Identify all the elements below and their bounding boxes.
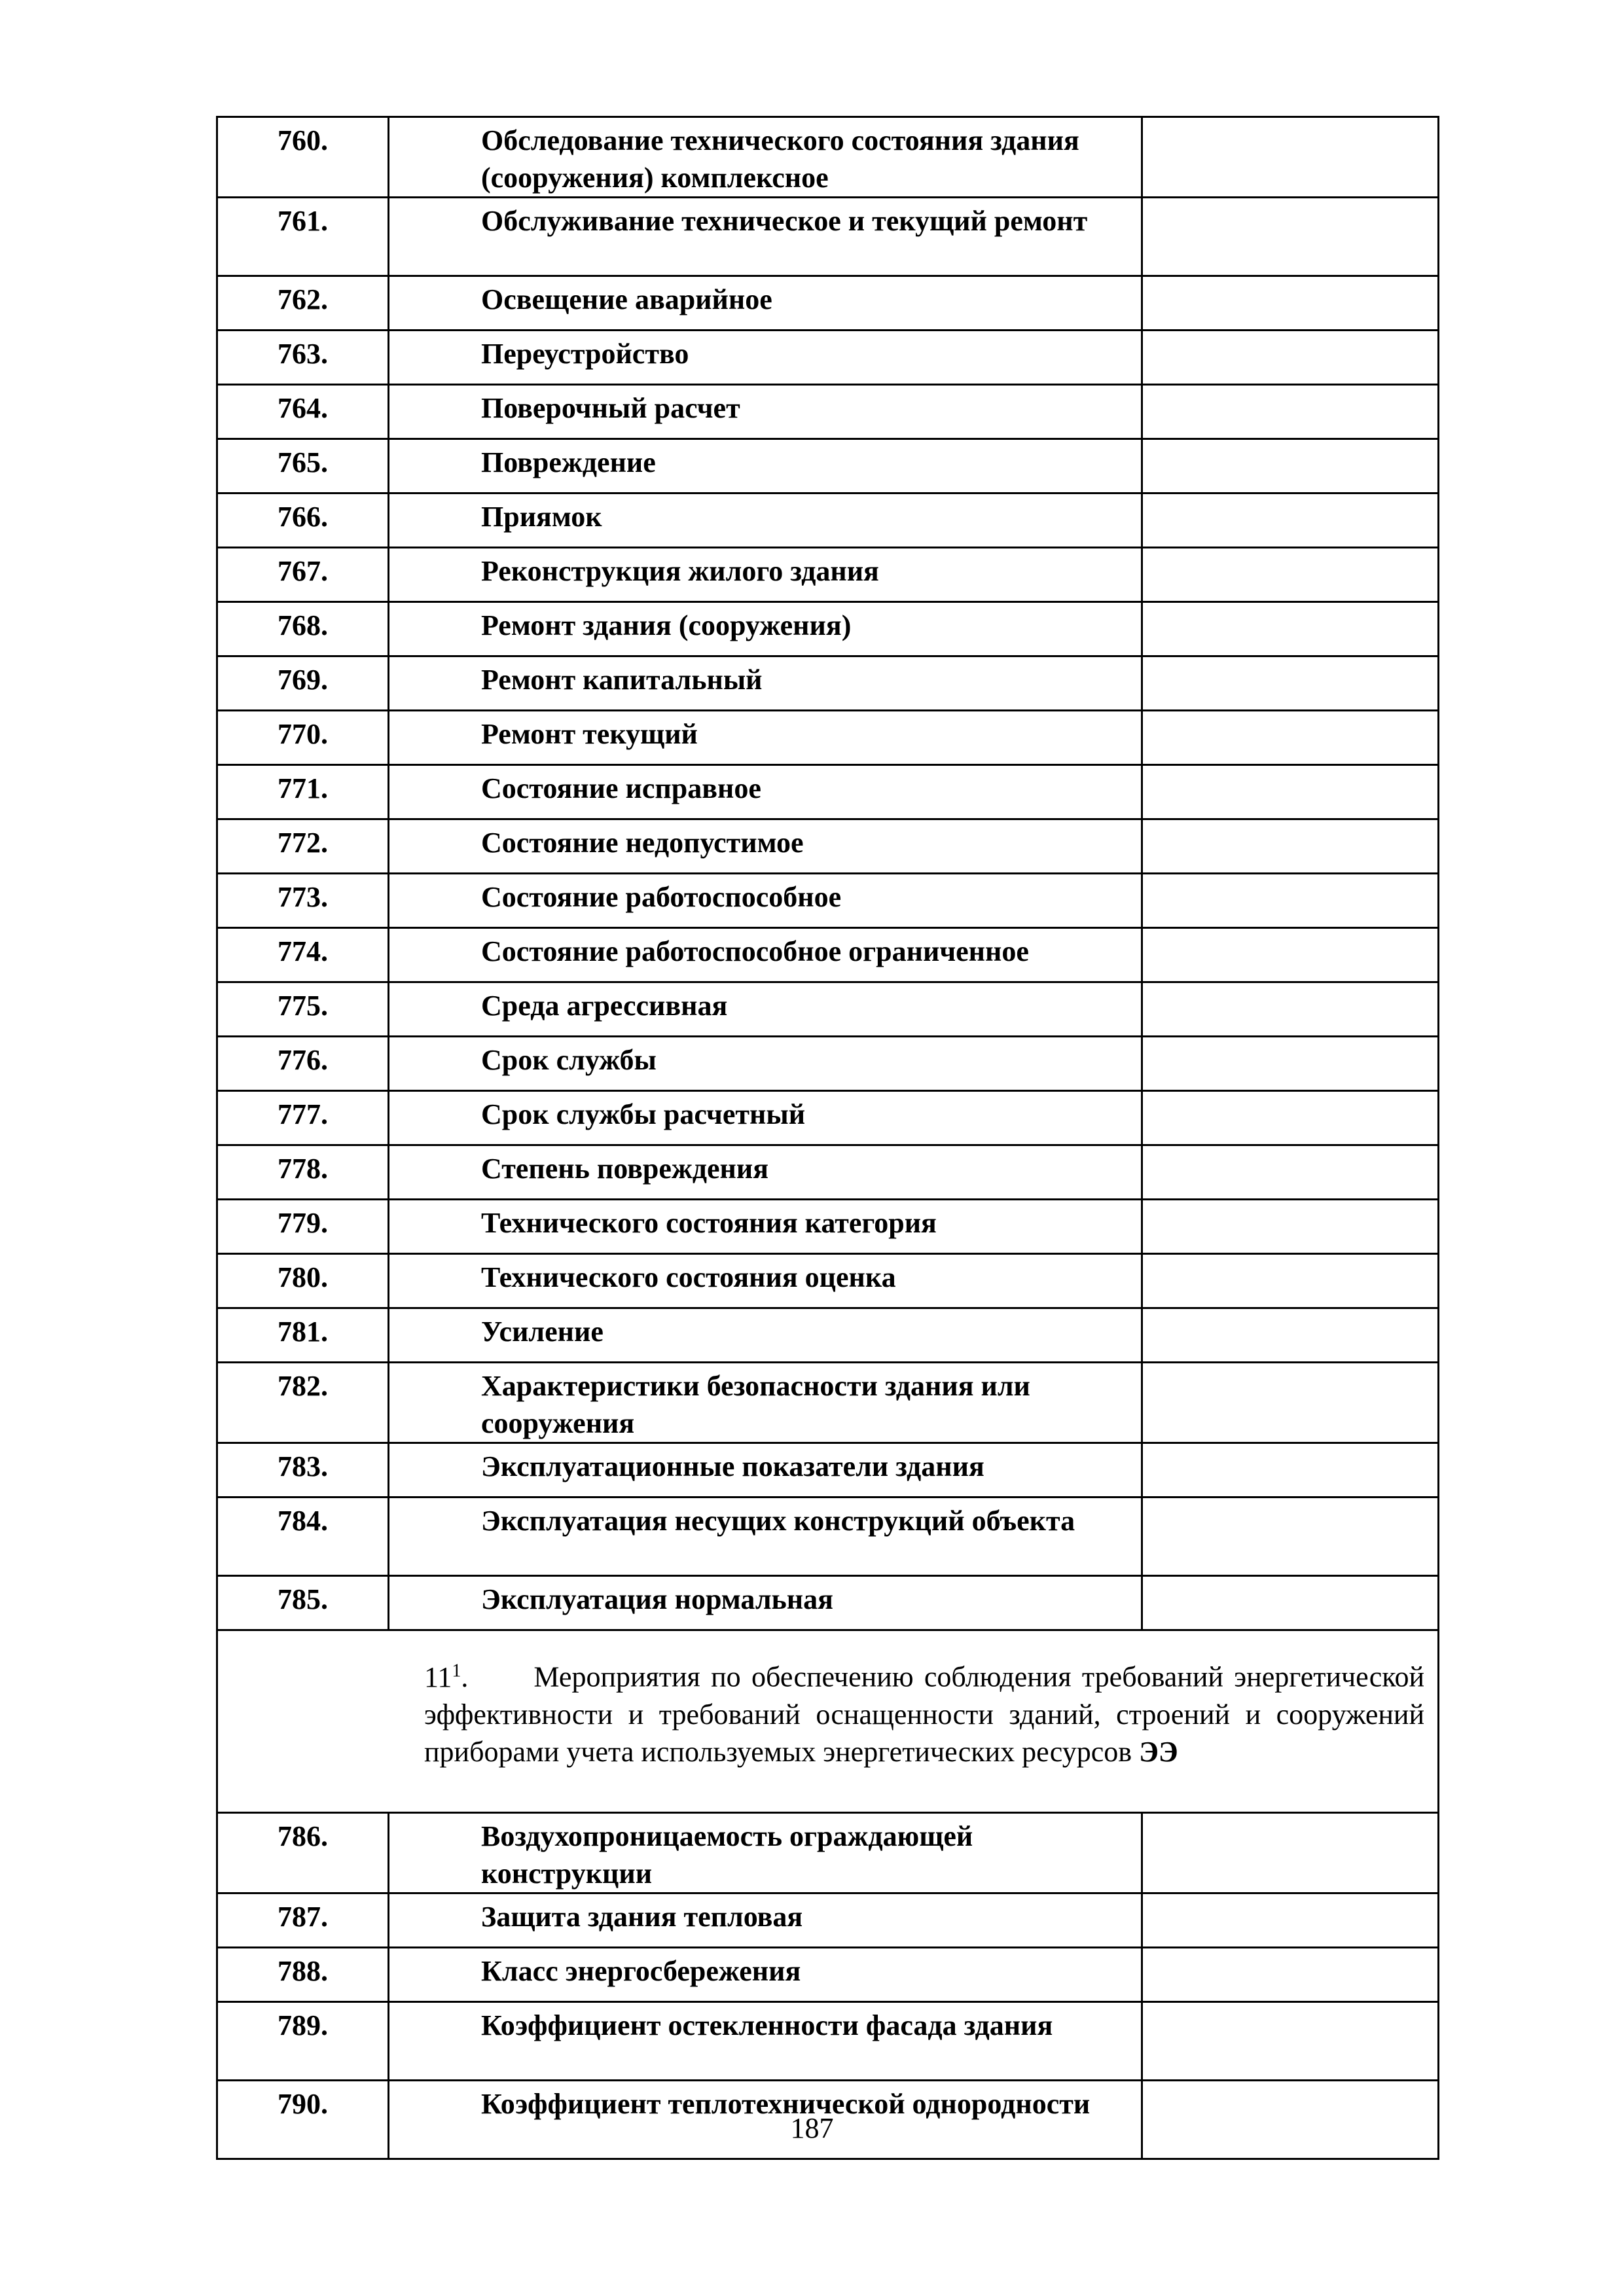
row-number: 788.	[217, 1948, 389, 2002]
row-term: Ремонт текущий	[389, 711, 1142, 765]
section-number-main: 11	[424, 1660, 452, 1693]
row-term: Эксплуатационные показатели здания	[389, 1443, 1142, 1498]
row-number: 782.	[217, 1363, 389, 1443]
row-term: Состояние работоспособное ограниченное	[389, 928, 1142, 982]
table-row	[217, 928, 1439, 982]
section-row	[217, 1630, 1439, 1813]
row-number: 768.	[217, 602, 389, 656]
row-number: 781.	[217, 1308, 389, 1363]
section-cell	[217, 1630, 1439, 1813]
section-number-dot: .	[461, 1660, 469, 1693]
row-number: 774.	[217, 928, 389, 982]
row-note	[1142, 1948, 1439, 2002]
row-number: 775.	[217, 982, 389, 1037]
row-term: Обслуживание техническое и текущий ремонт	[389, 198, 1142, 276]
row-note	[1142, 1363, 1439, 1443]
row-term: Среда агрессивная	[389, 982, 1142, 1037]
row-term: Приямок	[389, 493, 1142, 548]
table-row	[217, 819, 1439, 874]
row-number: 762.	[217, 276, 389, 331]
table-row	[217, 765, 1439, 819]
row-note	[1142, 1498, 1439, 1576]
row-number: 765.	[217, 439, 389, 493]
table-row	[217, 1037, 1439, 1091]
row-number: 789.	[217, 2002, 389, 2081]
table-row	[217, 1576, 1439, 1630]
table-row	[217, 1091, 1439, 1145]
row-number: 767.	[217, 548, 389, 602]
row-term: Срок службы	[389, 1037, 1142, 1091]
row-number: 778.	[217, 1145, 389, 1200]
row-term: Освещение аварийное	[389, 276, 1142, 331]
row-term: Усиление	[389, 1308, 1142, 1363]
row-number: 770.	[217, 711, 389, 765]
row-number: 771.	[217, 765, 389, 819]
row-note	[1142, 198, 1439, 276]
table-row	[217, 1498, 1439, 1576]
row-note	[1142, 1443, 1439, 1498]
row-note	[1142, 874, 1439, 928]
row-note	[1142, 493, 1439, 548]
row-number: 790.	[217, 2081, 389, 2159]
row-term: Ремонт здания (сооружения)	[389, 602, 1142, 656]
row-note	[1142, 1200, 1439, 1254]
row-term: Технического состояния оценка	[389, 1254, 1142, 1308]
table-row	[217, 439, 1439, 493]
row-number: 787.	[217, 1893, 389, 1948]
row-term: Обследование технического состояния здания (сооружения) комплексное	[389, 117, 1142, 198]
table-row	[217, 1145, 1439, 1200]
row-number: 772.	[217, 819, 389, 874]
row-number: 786.	[217, 1813, 389, 1893]
table-row	[217, 711, 1439, 765]
row-note	[1142, 711, 1439, 765]
row-note	[1142, 117, 1439, 198]
table-row	[217, 1200, 1439, 1254]
table-row	[217, 198, 1439, 276]
row-number: 784.	[217, 1498, 389, 1576]
table-row	[217, 1308, 1439, 1363]
row-number: 779.	[217, 1200, 389, 1254]
row-note	[1142, 602, 1439, 656]
table-row	[217, 276, 1439, 331]
row-term: Реконструкция жилого здания	[389, 548, 1142, 602]
row-term: Эксплуатация нормальная	[389, 1576, 1142, 1630]
row-note	[1142, 276, 1439, 331]
row-number: 760.	[217, 117, 389, 198]
row-note	[1142, 982, 1439, 1037]
row-note	[1142, 1145, 1439, 1200]
row-note	[1142, 385, 1439, 439]
row-note	[1142, 1576, 1439, 1630]
row-number: 766.	[217, 493, 389, 548]
table-row	[217, 1948, 1439, 2002]
table-row	[217, 1254, 1439, 1308]
terms-table	[216, 116, 1439, 2160]
row-term: Коэффициент остекленности фасада здания	[389, 2002, 1142, 2081]
row-number: 776.	[217, 1037, 389, 1091]
table-row	[217, 548, 1439, 602]
row-note	[1142, 928, 1439, 982]
section-code: ЭЭ	[1139, 1735, 1178, 1768]
row-note	[1142, 1893, 1439, 1948]
table-row	[217, 1813, 1439, 1893]
section-number-superscript: 1	[452, 1660, 461, 1681]
row-number: 761.	[217, 198, 389, 276]
row-note	[1142, 819, 1439, 874]
row-note	[1142, 765, 1439, 819]
table-row	[217, 493, 1439, 548]
row-term: Повреждение	[389, 439, 1142, 493]
row-term: Состояние недопустимое	[389, 819, 1142, 874]
row-term: Воздухопроницаемость ограждающей конструкции	[389, 1813, 1142, 1893]
table-row	[217, 982, 1439, 1037]
row-note	[1142, 2002, 1439, 2081]
row-term: Переустройство	[389, 331, 1142, 385]
row-number: 764.	[217, 385, 389, 439]
row-number: 780.	[217, 1254, 389, 1308]
row-term: Защита здания тепловая	[389, 1893, 1142, 1948]
row-term: Поверочный расчет	[389, 385, 1142, 439]
row-term: Состояние исправное	[389, 765, 1142, 819]
table-row	[217, 1363, 1439, 1443]
table-row	[217, 331, 1439, 385]
page-number: 187	[790, 2112, 834, 2144]
row-term: Характеристики безопасности здания или сооружения	[389, 1363, 1142, 1443]
row-note	[1142, 331, 1439, 385]
section-number	[424, 1661, 468, 1693]
row-note	[1142, 548, 1439, 602]
row-term: Степень повреждения	[389, 1145, 1142, 1200]
row-note	[1142, 439, 1439, 493]
table-row	[217, 656, 1439, 711]
row-number: 783.	[217, 1443, 389, 1498]
row-number: 773.	[217, 874, 389, 928]
row-note	[1142, 1254, 1439, 1308]
row-term: Класс энергосбережения	[389, 1948, 1142, 2002]
row-term: Состояние работоспособное	[389, 874, 1142, 928]
table-row	[217, 1893, 1439, 1948]
table-row	[217, 2002, 1439, 2081]
row-note	[1142, 1813, 1439, 1893]
section-title: Мероприятия по обеспечению соблюдения требований энергетической эффективности и требований оснащенности зданий, строений и сооружений приборами учета используемых энергетических ресурсов	[424, 1660, 1424, 1768]
row-number: 763.	[217, 331, 389, 385]
row-number: 777.	[217, 1091, 389, 1145]
row-note	[1142, 1037, 1439, 1091]
table-row	[217, 1443, 1439, 1498]
row-term: Эксплуатация несущих конструкций объекта	[389, 1498, 1142, 1576]
table-row	[217, 385, 1439, 439]
row-number: 769.	[217, 656, 389, 711]
row-number: 785.	[217, 1576, 389, 1630]
table-row	[217, 602, 1439, 656]
row-term: Срок службы расчетный	[389, 1091, 1142, 1145]
table-row	[217, 117, 1439, 198]
section-heading	[424, 1631, 1424, 1770]
table-row	[217, 874, 1439, 928]
row-note	[1142, 1308, 1439, 1363]
row-term: Коэффициент теплотехнической однородности	[389, 2081, 1142, 2159]
row-note	[1142, 656, 1439, 711]
row-term: Ремонт капитальный	[389, 656, 1142, 711]
row-note	[1142, 1091, 1439, 1145]
row-term: Технического состояния категория	[389, 1200, 1142, 1254]
